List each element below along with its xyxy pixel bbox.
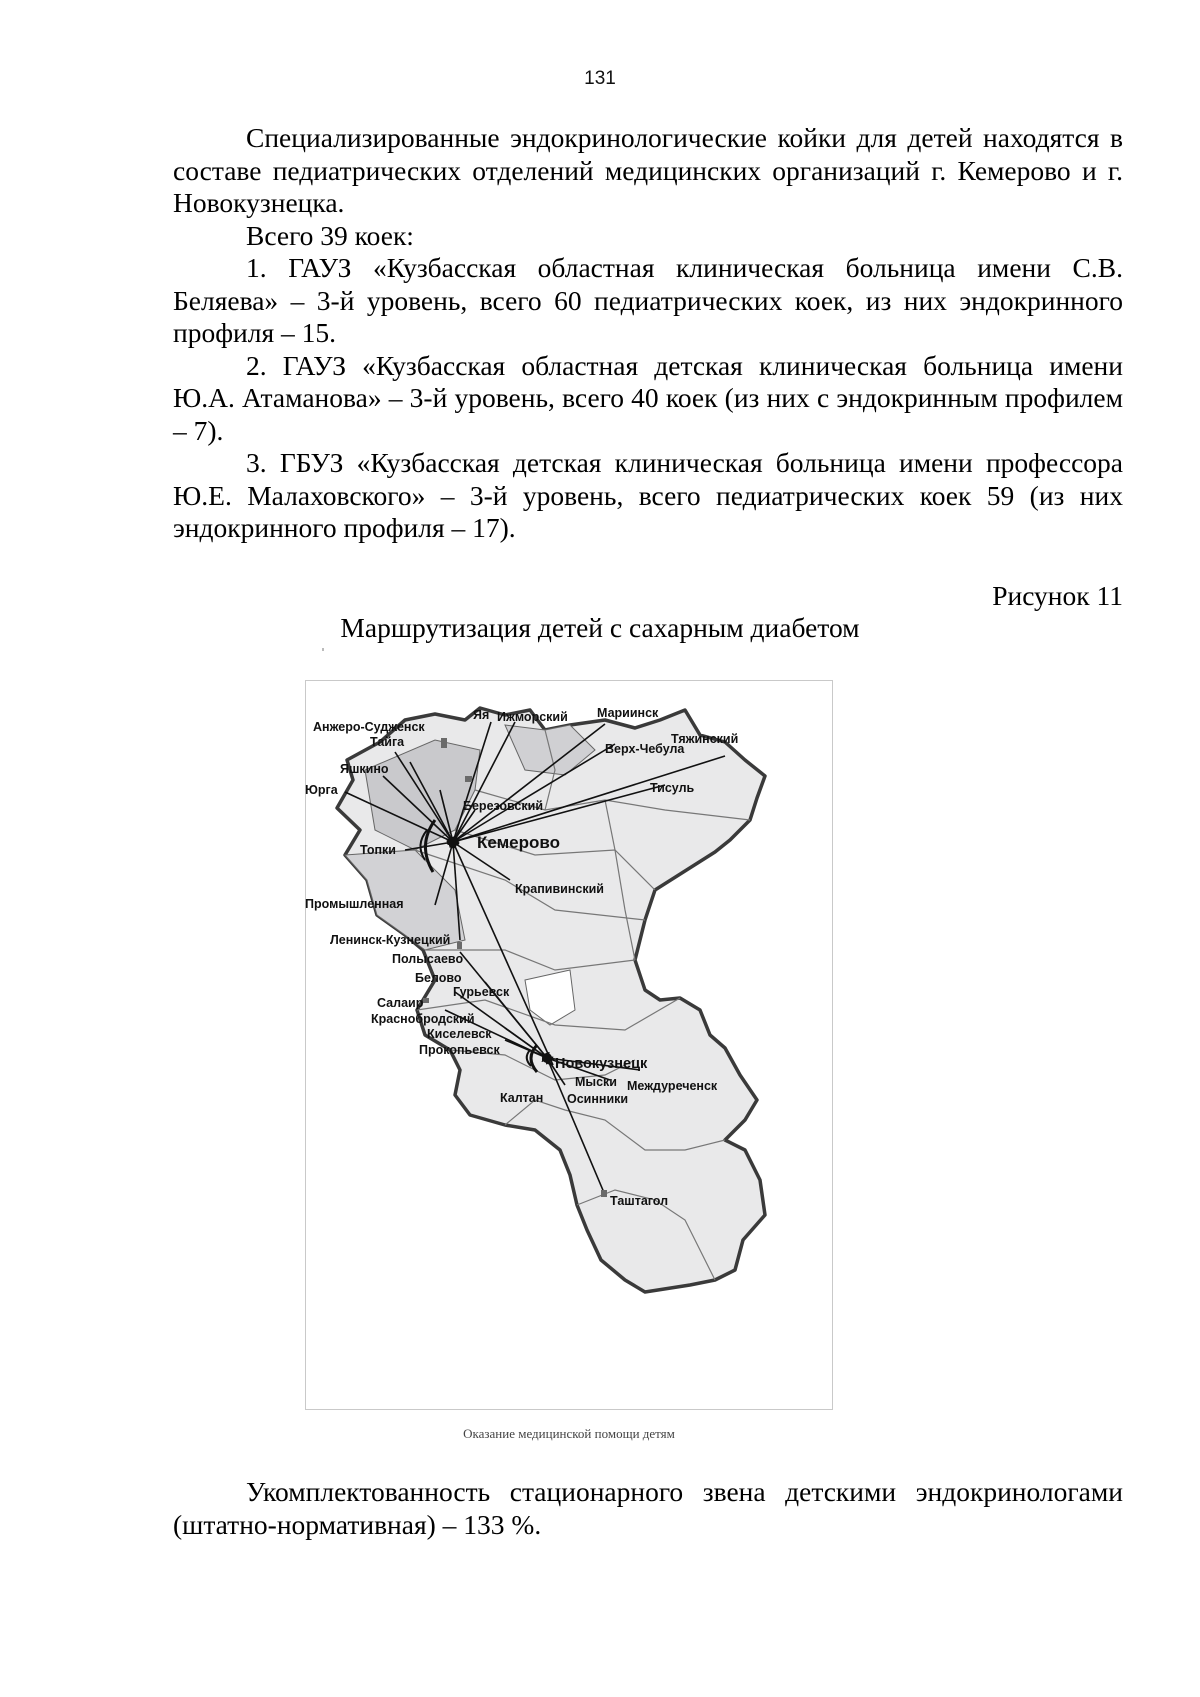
map-label: Киселевск	[427, 1027, 492, 1041]
map-label: Яя	[473, 708, 490, 722]
figure-label: Рисунок 11	[992, 580, 1123, 611]
map-label: Полысаево	[392, 952, 464, 966]
map-label: Краснобродский	[371, 1012, 475, 1026]
map-label: Калтан	[500, 1091, 544, 1105]
map-label: Мариинск	[597, 706, 659, 720]
map-label: Анжеро-Судженск	[313, 720, 425, 734]
map-label: Осинники	[567, 1092, 629, 1106]
bottom-text	[173, 1476, 1123, 1541]
map-label: Салаир	[377, 996, 424, 1010]
map-label: Яшкино	[340, 762, 389, 776]
map-label: Ленинск-Кузнецкий	[330, 933, 451, 947]
map-label: Ижморский	[497, 710, 568, 724]
map-label: Топки	[360, 843, 396, 857]
map-label: Гурьевск	[453, 985, 510, 999]
map-label: Тисуль	[650, 781, 695, 795]
paragraph-hospital-3: 3. ГБУЗ «Кузбасская детская клиническая больница имени профессора Ю.Е. Малаховского» – 3-й уровень, всего педиатрических коек 59 (из них эндокринного профиля – 17).	[173, 447, 1123, 543]
map-label: Таштагол	[610, 1194, 669, 1208]
paragraph-intro-line1	[173, 122, 1123, 220]
map-label: Прокопьевск	[419, 1043, 500, 1057]
map-label: Верх-Чебула	[605, 742, 685, 756]
scan-speck	[322, 648, 324, 651]
map-label: Междуреченск	[627, 1079, 718, 1093]
hub-label-kemerovo: Кемерово	[477, 833, 561, 852]
map-label: Юрга	[305, 783, 338, 797]
paragraph-staffing: Укомплектованность стационарного звена детскими эндокринологами (штатно-нормативная) – 133 %.	[173, 1476, 1123, 1540]
paragraph-hospital-2: 2. ГАУЗ «Кузбасская областная детская клиническая больница имени Ю.А. Атаманова» – 3-й уровень, всего 40 коек (из них с эндокринным профилем – 7).	[173, 349, 1123, 446]
paragraph-intro: Специализированные эндокринологические койки для детей находятся в составе педиатрических отделений медицинских организаций г. Кемерово и г. Новокузнецка.	[173, 122, 1123, 218]
map-label: Березовский	[463, 799, 544, 813]
body-text	[173, 122, 1123, 545]
figure-title: Маршрутизация детей с сахарным диабетом	[340, 612, 860, 643]
map-label: Крапивинский	[515, 882, 604, 896]
page-number: 131	[584, 68, 616, 89]
routing-map	[305, 680, 833, 1410]
map-label: Промышленная	[305, 897, 404, 911]
map-caption: Оказание медицинской помощи детям	[463, 1426, 675, 1441]
paragraph-hospital-1: 1. ГАУЗ «Кузбасская областная клиническая больница имени С.В. Беляева» – 3-й уровень, всего 60 педиатрических коек, из них эндокринного профиля – 15.	[173, 252, 1123, 348]
map-label: Мыски	[575, 1075, 617, 1089]
paragraph-total-beds: Всего 39 коек:	[246, 219, 414, 251]
map-label: Тайга	[370, 735, 405, 749]
map-label: Белово	[415, 971, 462, 985]
hub-label-novokuznetsk: Новокузнецк	[555, 1056, 648, 1072]
map-label: Тяжинский	[671, 732, 739, 746]
